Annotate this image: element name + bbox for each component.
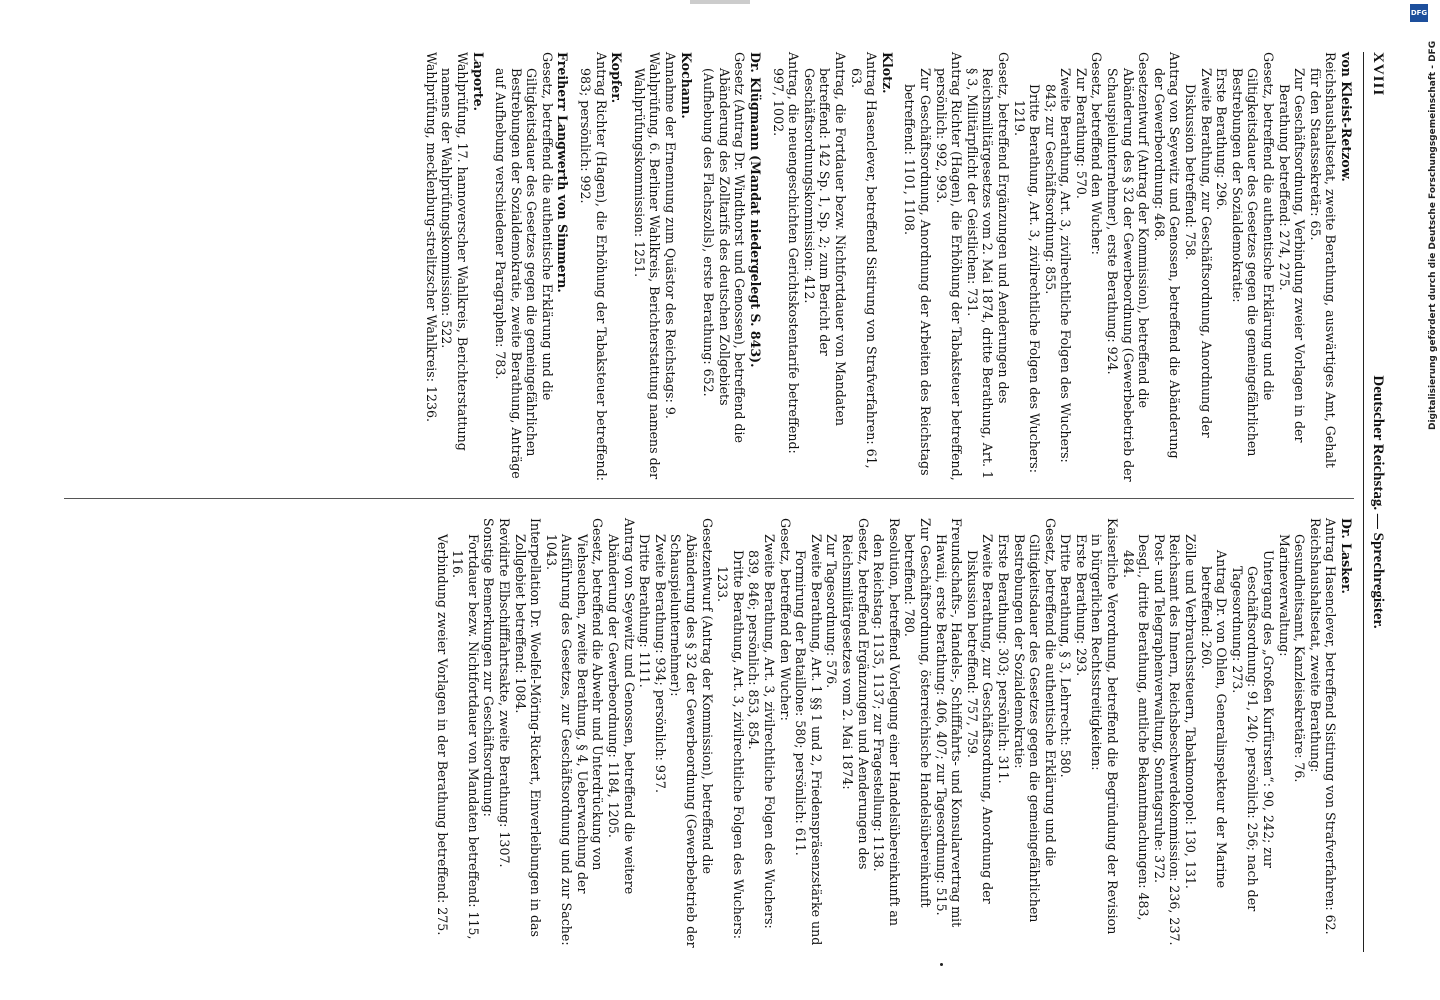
index-entry: Zweite Berathung, Art. 3, zivilrechtliche Folgen des Wuchers: 839, 846; persönlich: 853, 854. [746, 534, 778, 929]
index-entry: Antrag Hasenclever, betreffend Sistirung von Strafverfahren: 61, 63. [848, 52, 880, 469]
index-entry: Antrag Hasenclever, betreffend Sistirung von Strafverfahren: 62. [1323, 518, 1339, 935]
index-entry: Reichshaushaltsetat, zweite Berathung: [1307, 518, 1323, 773]
index-entry: Wahlprüfung, 17. hannoverscher Wahlkreis, Berichterstattung namens der Wahlprüfungskommission: 522. [439, 52, 470, 451]
speaker-name: von Kleist-Retzow. [1339, 52, 1354, 182]
index-entry: Dritte Berathung, § 3, Lehrrecht: 580. [1058, 534, 1074, 778]
index-entry: Zur Geschäftsordnung, Anordnung der Arbeiten des Reichstags betreffend: 1101, 1108. [902, 68, 933, 476]
index-entry: Dritte Berathung, Art. 3, zivilrechtliche Folgen des Wuchers: 1233. [715, 550, 746, 939]
index-entry: Freundschafts-, Handels-, Schifffahrts- und Konsularvertrag mit Hawaii, erste Berathung: 406, 407; zur Tagesordnung: 515. [933, 518, 965, 928]
index-entry: Reichshaushaltsetat, zweite Berathung, auswärtiges Amt, Gehalt für den Staatssekretär: 65. [1307, 52, 1339, 468]
index-entry: Gesetz, betreffend die authentische Erklärung und die Giltigkeitsdauer des Gesetzes gegen die gemeingefährlichen Bestrebungen der Sozialdemokratie: [1011, 518, 1058, 923]
index-entry: Antrag Richter (Hagen), die Erhöhung der Tabaksteuer betreffend, persönlich: 992, 993. [933, 52, 965, 481]
index-entry: Reichsamt des Innern, Reichsbeschwerdekommission: 236, 237. [1167, 534, 1183, 946]
scan-mark [690, 0, 750, 4]
index-entry: Verbindung zweier Vorlagen in der Berathung betreffend: 275. [434, 534, 450, 936]
index-entry: Zweite Berathung, Art. 1 §§ 1 und 2, Friedenspräsenzstärke und Formirung der Bataillone: 580; persönlich: 611. [793, 534, 824, 946]
index-entry: Zweite Berathung, zur Geschäftsordnung, Anordnung der Diskussion betreffend: 758. [1183, 68, 1214, 438]
speaker-name: Dr. Klügmann (Mandat niedergelegt S. 843). [748, 52, 764, 368]
index-entry: Post- und Telegraphenverwaltung, Sonntagsruhe: 372. [1151, 534, 1167, 884]
dfg-logo: DFG [1410, 4, 1428, 22]
index-entry: Desgl., dritte Berathung, amtliche Bekanntmachungen: 483, 484. [1120, 534, 1152, 921]
index-entry: Gesetz, betreffend den Wucher: [1089, 52, 1105, 255]
speaker-name: Kopfer. [609, 52, 625, 104]
index-entry: Antrag von Seyewitz und Genossen, betreffend die Abänderung der Gewerbeordnung: 468. [1151, 52, 1183, 459]
index-entry: Wahlprüfung, 6. Berliner Wahlkreis, Berichterstattung namens der Wahlprüfungskommission: 1251. [631, 52, 663, 480]
index-entry: Gesetz (Antrag Dr. Windthorst und Genossen), betreffend die Abänderung des Zolltarifs des deutschen Zollgebiets (Aufhebung des Flachszolls), erste Berathung: 652. [701, 52, 748, 443]
right-column [434, 518, 1354, 950]
index-entry: Antrag, die Fortdauer bezw. Nichtfortdauer von Mandaten betreffend: 142 Sp. 1, Sp. 2; zum Bericht der Geschäftsordnungskommission: 412. [801, 52, 848, 426]
index-entry: Gesundheitsamt, Kanzleisekretäre: 76. [1292, 534, 1308, 783]
index-entry: Antrag von Seyewitz und Genossen, betreffend die weitere Abänderung der Gewerbeordnung: 1184, 1205. [606, 518, 637, 895]
index-entry: Sonstige Bemerkungen zur Geschäftsordnung: [481, 518, 497, 817]
column-divider [64, 498, 1354, 499]
index-entry: Gesetz, betreffend die authentische Erklärung und die Giltigkeitsdauer des Gesetzes gegen die gemeingefährlichen Bestrebungen der Sozialdemokratie: [1229, 52, 1277, 457]
index-entry: Erste Berathung: 293. [1073, 534, 1089, 677]
index-entry: Resolution, betreffend Vorlegung einer Handelsübereinkunft an den Reichstag: 1135, 1137; zur Fragestellung: 1138. [871, 518, 902, 927]
page-header [1363, 52, 1392, 952]
index-entry: Gesetz, betreffend die authentische Erklärung und die Giltigkeitsdauer des Gesetzes gegen die gemeingefährlichen Bestrebungen der Sozialdemokratie, zweite Berathung, Anträge auf Aufhebung verschiedener Paragraphen: 783. [493, 52, 555, 479]
index-entry: Zur Berathung: 570. [1073, 68, 1089, 199]
index-entry: Erste Berathung: 303; persönlich: 311. [995, 534, 1011, 784]
speaker-name: Dr. Lasker. [1339, 518, 1354, 594]
index-entry: Zweite Berathung, zur Geschäftsordnung, Anordnung der Diskussion betreffend: 757, 759. [964, 534, 996, 904]
index-entry: Zur Geschäftsordnung, österreichische Handelsübereinkunft betreffend: 780. [902, 518, 933, 908]
index-entry: Zweite Berathung, Art. 3, zivilrechtliche Folgen des Wuchers: 843; zur Geschäftsordnung: 855. [1042, 68, 1074, 463]
speaker-name: Freiherr Langwerth von Simmern. [555, 52, 571, 293]
index-entry: Gesetzentwurf (Antrag der Kommission), betreffend die Abänderung des § 32 der Gewerbeordnung (Gewerbebetrieb der Schauspielunternehmer), erste Berathung: 924. [1105, 52, 1152, 482]
index-entry: Kaiserliche Verordnung, betreffend die Begründung der Revision in bürgerlichen Rechtsstreitigkeiten: [1089, 518, 1121, 935]
index-entry: Zur Geschäftsordnung, Verbindung zweier Vorlagen in der Berathung betreffend: 274, 275. [1276, 68, 1308, 443]
dfg-watermark-text: Digitalisierung gefördert durch die Deutsche Forschungsgemeinschaft - DFG [1428, 40, 1438, 430]
index-entry: Zur Tagesordnung: 576. [824, 534, 840, 689]
index-entry: Gesetz, betreffend Ergänzungen und Aenderungen des Reichsmilitärgesetzes vom 2. Mai 1874, dritte Berathung, Art. 1 § 3, Militärpflicht der Geistlichen: 731. [964, 52, 1011, 479]
index-entry: Antrag Dr. von Ohlen, Generalinspekteur der Marine betreffend: 260. [1198, 550, 1230, 889]
page-title: Deutscher Reichstag. — Sprechregister. [1370, 375, 1386, 629]
index-entry: Marineverwaltung: [1276, 534, 1292, 657]
index-entry: Revidirte Elbschifffahrtsakte, zweite Berathung: 1307. [496, 518, 512, 868]
index-entry: Gesetz, betreffend den Wucher: [777, 518, 793, 721]
index-entry: Zölle und Verbrauchssteuern, Tabakmonopol: 130, 131. [1183, 534, 1199, 889]
index-entry: Zweite Berathung: 934; persönlich: 937. [652, 534, 668, 793]
scan-speck [940, 963, 943, 966]
index-entry: Interpellation Dr. Woelfel-Möring-Rickert, Einverleibungen in das Zollgebiet betreffend: 1084. [512, 518, 544, 937]
index-entry: Annahme der Ernennung zum Quästor des Reichstags: 9. [663, 52, 679, 419]
index-entry: Gesetzentwurf (Antrag der Kommission), betreffend die Abänderung des § 32 der Gewerbeordnung (Gewerbebetrieb der Schauspielunternehmer): [668, 518, 715, 948]
index-entry: Gesetz, betreffend die Abwehr und Unterdrückung von Viehseuchen, zweite Berathung, § 4, Ueberwachung der Ausführung des Gesetzes, zur Geschäftsordnung und zur Sache: 1043. [543, 518, 606, 946]
index-entry: Antrag, die neuengeschichten Gerichtskostentarife betreffend: 997, 1002. [770, 52, 802, 454]
index-entry: Wahlprüfung, mecklenburg-strelitzscher Wahlkreis: 1236. [423, 52, 439, 423]
page-number: XVIII [1370, 52, 1386, 97]
speaker-name: Laporte. [470, 52, 486, 112]
speaker-name: Kochann. [678, 52, 694, 119]
index-entry: Dritte Berathung: 1111. [637, 534, 653, 688]
index-entry: Antrag Richter (Hagen), die Erhöhung der Tabaksteuer betreffend: 983; persönlich: 992. [578, 52, 609, 481]
index-entry: Untergang des „Großen Kurfürsten“: 90, 242; zur Geschäftsordnung: 91, 240; persönlich: 256; nach der Tagesordnung: 273. [1229, 550, 1277, 912]
index-entry: Fortdauer bezw. Nichtfortdauer von Mandaten betreffend: 115, 116. [450, 534, 481, 940]
document-page [26, 20, 1406, 980]
speaker-name: Klotz. [879, 52, 895, 94]
index-entry: Dritte Berathung, Art. 3, zivilrechtliche Folgen des Wuchers: 1219. [1011, 84, 1043, 473]
index-entry: Erste Berathung: 296. [1214, 68, 1230, 211]
index-entry: Gesetz, betreffend Ergänzungen und Aenderungen des Reichsmilitärgesetzes vom 2. Mai 1874: [840, 518, 871, 870]
left-column [423, 52, 1354, 484]
